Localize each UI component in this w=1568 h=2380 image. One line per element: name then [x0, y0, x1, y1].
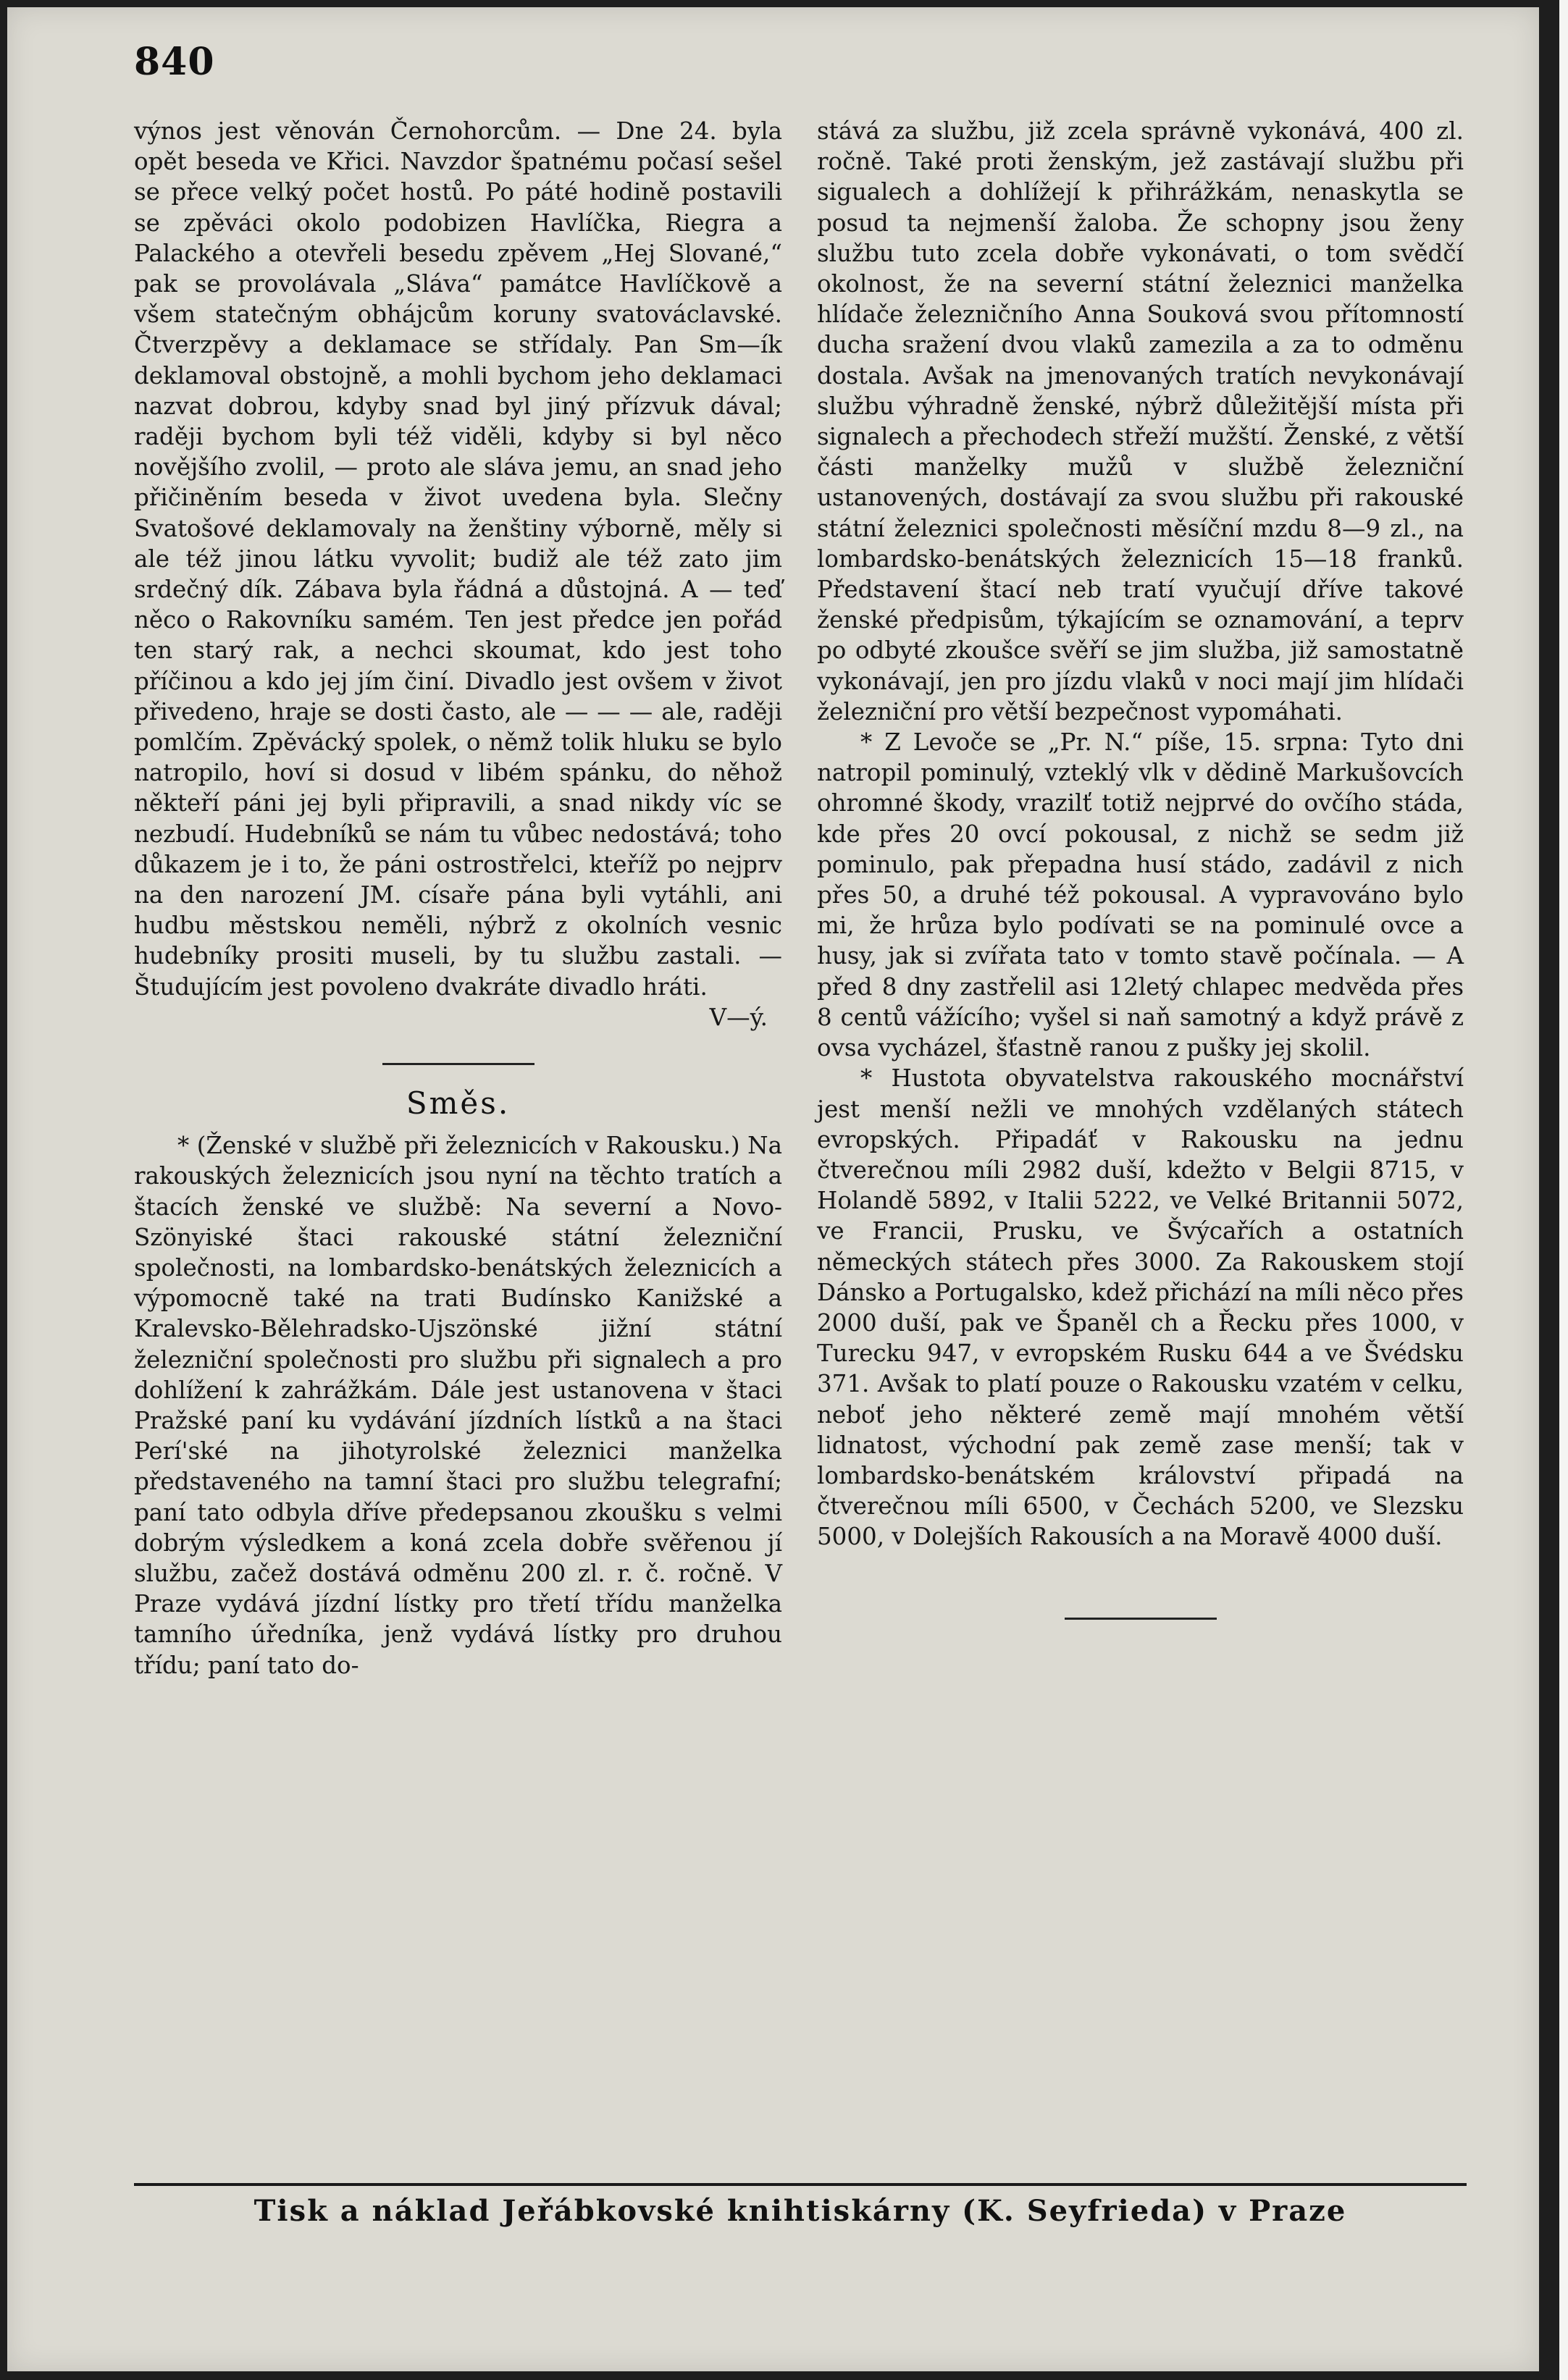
article-women-railways-continued: stává za službu, již zcela správně vykonává, 400 zl. ročně. Také proti ženským, jež zastávají službu při sigualech a dohlížejí k přihrážkám, nenaskytla se posud ta nejmenší žaloba. Že schopny jsou ženy službu tuto zcela dobře vykonávati, o tom svědčí okolnost, že na severní státní železnici manželka hlídače železničního Anna Souková svou přítomností ducha sražení dvou vlaků zamezila a za to odměnu dostala. Avšak na jmenovaných tratích nevykonávají službu výhradně ženské, nýbrž důležitější místa při signalech a přechodech střeží mužští. Ženské, z větší části manželky mužů v službě železniční ustanovených, dostávají za svou službu při rakouské státní železnici společnosti měsíční mzdu 8—9 zl., na lombardsko-benátských železnicích 15—18 franků. Představení štací neb tratí vyučují dříve takové ženské předpisům, týkajícím se oznamování, a teprv po odbyté zkoušce svěří se jim služba, již samostatně vykonávají, jen pro jízdu vlaků v noci mají jim hlídači železniční pro větší bezpečnost vypomáhati. [817, 117, 1464, 726]
left-column [134, 116, 782, 1681]
article-rakovnik: výnos jest věnován Černohorcům. — Dne 24. byla opět beseda ve Křici. Navzdor špatnému počasí sešel se přece velký počet hostů. Po páté hodině postavili se zpěváci okolo podobizen Havlíčka, Riegra a Palackého a otevřeli besedu zpěvem „Hej Slované,“ pak se provolávala „Sláva“ památce Havlíčkově a všem statečným obhájcům koruny svatováclavské. Čtverzpěvy a deklamace se střídaly. Pan Sm—ík deklamoval obstojně, a mohli bychom jeho deklamaci nazvat dobrou, kdyby snad byl jiný přízvuk dával; raději bychom byli též viděli, kdyby si byl něco novějšího zvolil, — proto ale sláva jemu, an snad jeho přičiněním beseda v život uvedena byla. Slečny Svatošové deklamovaly na ženštiny výborně, měly si ale též jinou látku vyvolit; budiž ale též zato jim srdečný dík. Zábava byla řádná a důstojná. A — teď něco o Rakovníku samém. Ten jest předce jen pořád ten starý rak, a nechci skoumat, kdo jest toho příčinou a kdo jej jím činí. Divadlo jest ovšem v život přivedeno, hraje se dosti často, ale — — — ale, raději pomlčím. Zpěvácký spolek, o němž tolik hluku se bylo natropilo, hoví si dosud v libém spánku, do něhož někteří páni jej byli připravili, a snad nikdy víc se nezbudí. Hudebníků se nám tu vůbec nedostává; toho důkazem je i to, že páni ostrostřelci, kteříž po nejprv na den narození JM. císaře pána byli vytáhli, ani hudbu městskou neměli, nýbrž z okolních vesnic hudebníky prositi museli, by tu službu zastali. — Študujícím jest povoleno dvakráte divadlo hráti. [134, 117, 782, 1001]
footer-rule [134, 2183, 1467, 2186]
article-women-railways: * (Ženské v službě při železnicích v Rakousku.) Na rakouských železnicích jsou nyní na těchto tratích a štacích ženské ve službě: Na severní a Novo-Szönyiské štaci rakouské státní železniční společnosti, na lombardsko-benátských železnicích a výpomocně také na trati Budínsko Kanižské a Kralevsko-Bělehradsko-Ujszönské jižní státní železniční společnosti pro službu při signalech a pro dohlížení k zahrážkám. Dále jest ustanovena v štaci Pražské paní ku vydávání jízdních lístků a na štaci Perí'ské na jihotyrolské železnici manželka představeného na tamní štaci pro službu telegrafní; paní tato odbyla dříve předepsanou zkoušku s velmi dobrým výsledkem a koná zcela dobře svěřenou jí službu, začež dostává odměnu 200 zl. r. č. ročně. V Praze vydává jízdní lístky pro třetí třídu manželka tamního úředníka, jenž vydává lístky pro druhou třídu; paní tato do- [134, 1132, 782, 1679]
article-levoca-wolf: * Z Levoče se „Pr. N.“ píše, 15. srpna: Tyto dni natropil pominulý, vzteklý vlk v dědině Markušovcích ohromné škody, vrazilť totiž nejprvé do ovčího stáda, kde přes 20 ovcí pokousal, z nichž se sedm již pominulo, pak přepadna husí stádo, zadávil z nich přes 50, a druhé též pokousal. A vypravováno bylo mi, že hrůza bylo podívati se na pominulé ovce a husy, jak si zvířata tato v tomto stavě počínala. — A před 8 dny zastřelil asi 12letý chlapec medvěda přes 8 centů vážícího; vyšel si naň samotný a když právě z ovsa vycházel, šťastně ranou z pušky jej skolil. [817, 728, 1464, 1062]
printer-imprint: Tisk a náklad Jeřábkovské knihtiskárny (K. Seyfrieda) v Praze [253, 2194, 1347, 2228]
article-signature: V—ý. [709, 1003, 768, 1031]
section-divider [382, 1063, 534, 1065]
newspaper-page [7, 7, 1539, 2371]
scan-edge [1559, 0, 1568, 2380]
page-number: 840 [134, 40, 215, 84]
end-divider [1065, 1618, 1217, 1620]
article-population-density: * Hustota obyvatelstva rakouského mocnářství jest menší nežli ve mnohých vzdělaných státech evropských. Připadáť v Rakousku na jednu čtverečnou míli 2982 duší, kdežto v Belgii 8715, v Holandě 5892, v Italii 5222, ve Velké Britannii 5072, ve Francii, Prusku, ve Švýcařích a ostatních německých státech přes 3000. Za Rakouskem stojí Dánsko a Portugalsko, kdež přichází na míli něco přes 2000 duší, pak ve Španěl ch a Řecku přes 1000, v Turecku 947, v evropském Rusku 644 a ve Švédsku 371. Avšak to platí pouze o Rakousku vzatém v celku, neboť jeho některé země mají mnohém větší lidnatost, východní pak země zase menší; tak v lombardsko-benátském království připadá na čtverečnou míli 6500, v Čechách 5200, ve Slezsku 5000, v Dolejších Rakousích a na Moravě 4000 duší. [817, 1064, 1464, 1551]
section-heading: Směs. [406, 1085, 511, 1122]
right-column [817, 116, 1464, 1620]
